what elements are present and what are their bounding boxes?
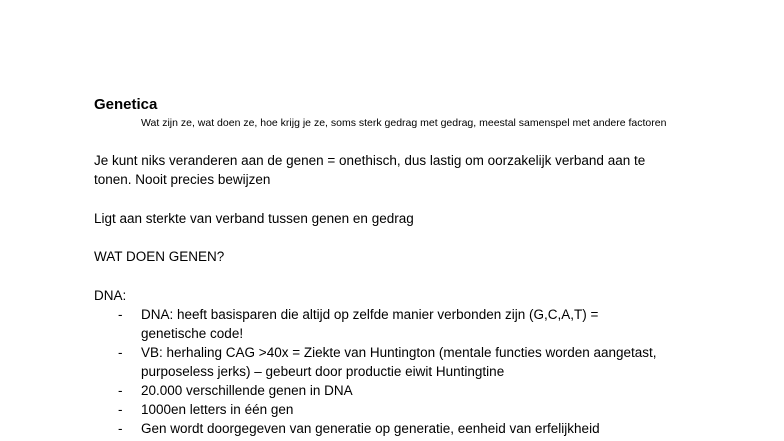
list-item bbox=[94, 400, 657, 419]
bullet-dash: - bbox=[118, 307, 123, 322]
list-item bbox=[94, 381, 657, 400]
paragraph-line: tonen. Nooit precies bewijzen bbox=[94, 172, 271, 187]
list-item-line: VB: herhaling CAG >40x = Ziekte van Huntington (mentale functies worden aangetast, bbox=[141, 345, 657, 360]
list-item-line: 1000en letters in één gen bbox=[141, 402, 294, 417]
list-item bbox=[94, 343, 657, 381]
bullet-dash: - bbox=[118, 421, 123, 436]
bullet-dash: - bbox=[118, 402, 123, 417]
list-item bbox=[94, 419, 657, 438]
heading-wat-doen-genen: WAT DOEN GENEN? bbox=[94, 249, 225, 264]
list-item-line: DNA: heeft basisparen die altijd op zelfde manier verbonden zijn (G,C,A,T) = bbox=[141, 307, 599, 322]
paragraph-genen-veranderen bbox=[94, 151, 645, 189]
list-item-line: genetische code! bbox=[141, 326, 244, 341]
paragraph-sterkte-verband: Ligt aan sterkte van verband tussen genen en gedrag bbox=[94, 211, 414, 226]
list-item-line: purposeless jerks) – gebeurt door productie eiwit Huntingtine bbox=[141, 364, 505, 379]
list-item-line: Gen wordt doorgegeven van generatie op generatie, eenheid van erfelijkheid bbox=[141, 421, 600, 436]
document-title: Genetica bbox=[94, 96, 158, 113]
heading-dna: DNA: bbox=[94, 288, 127, 303]
document-subtitle: Wat zijn ze, wat doen ze, hoe krijg je ze, soms sterk gedrag met gedrag, meestal samenspel met andere factoren bbox=[141, 117, 667, 129]
dna-bullet-list bbox=[94, 305, 657, 438]
bullet-dash: - bbox=[118, 345, 123, 360]
list-item bbox=[94, 305, 657, 343]
paragraph-line: Je kunt niks veranderen aan de genen = onethisch, dus lastig om oorzakelijk verband aan te bbox=[94, 153, 646, 168]
bullet-dash: - bbox=[118, 383, 123, 398]
list-item-line: 20.000 verschillende genen in DNA bbox=[141, 383, 353, 398]
